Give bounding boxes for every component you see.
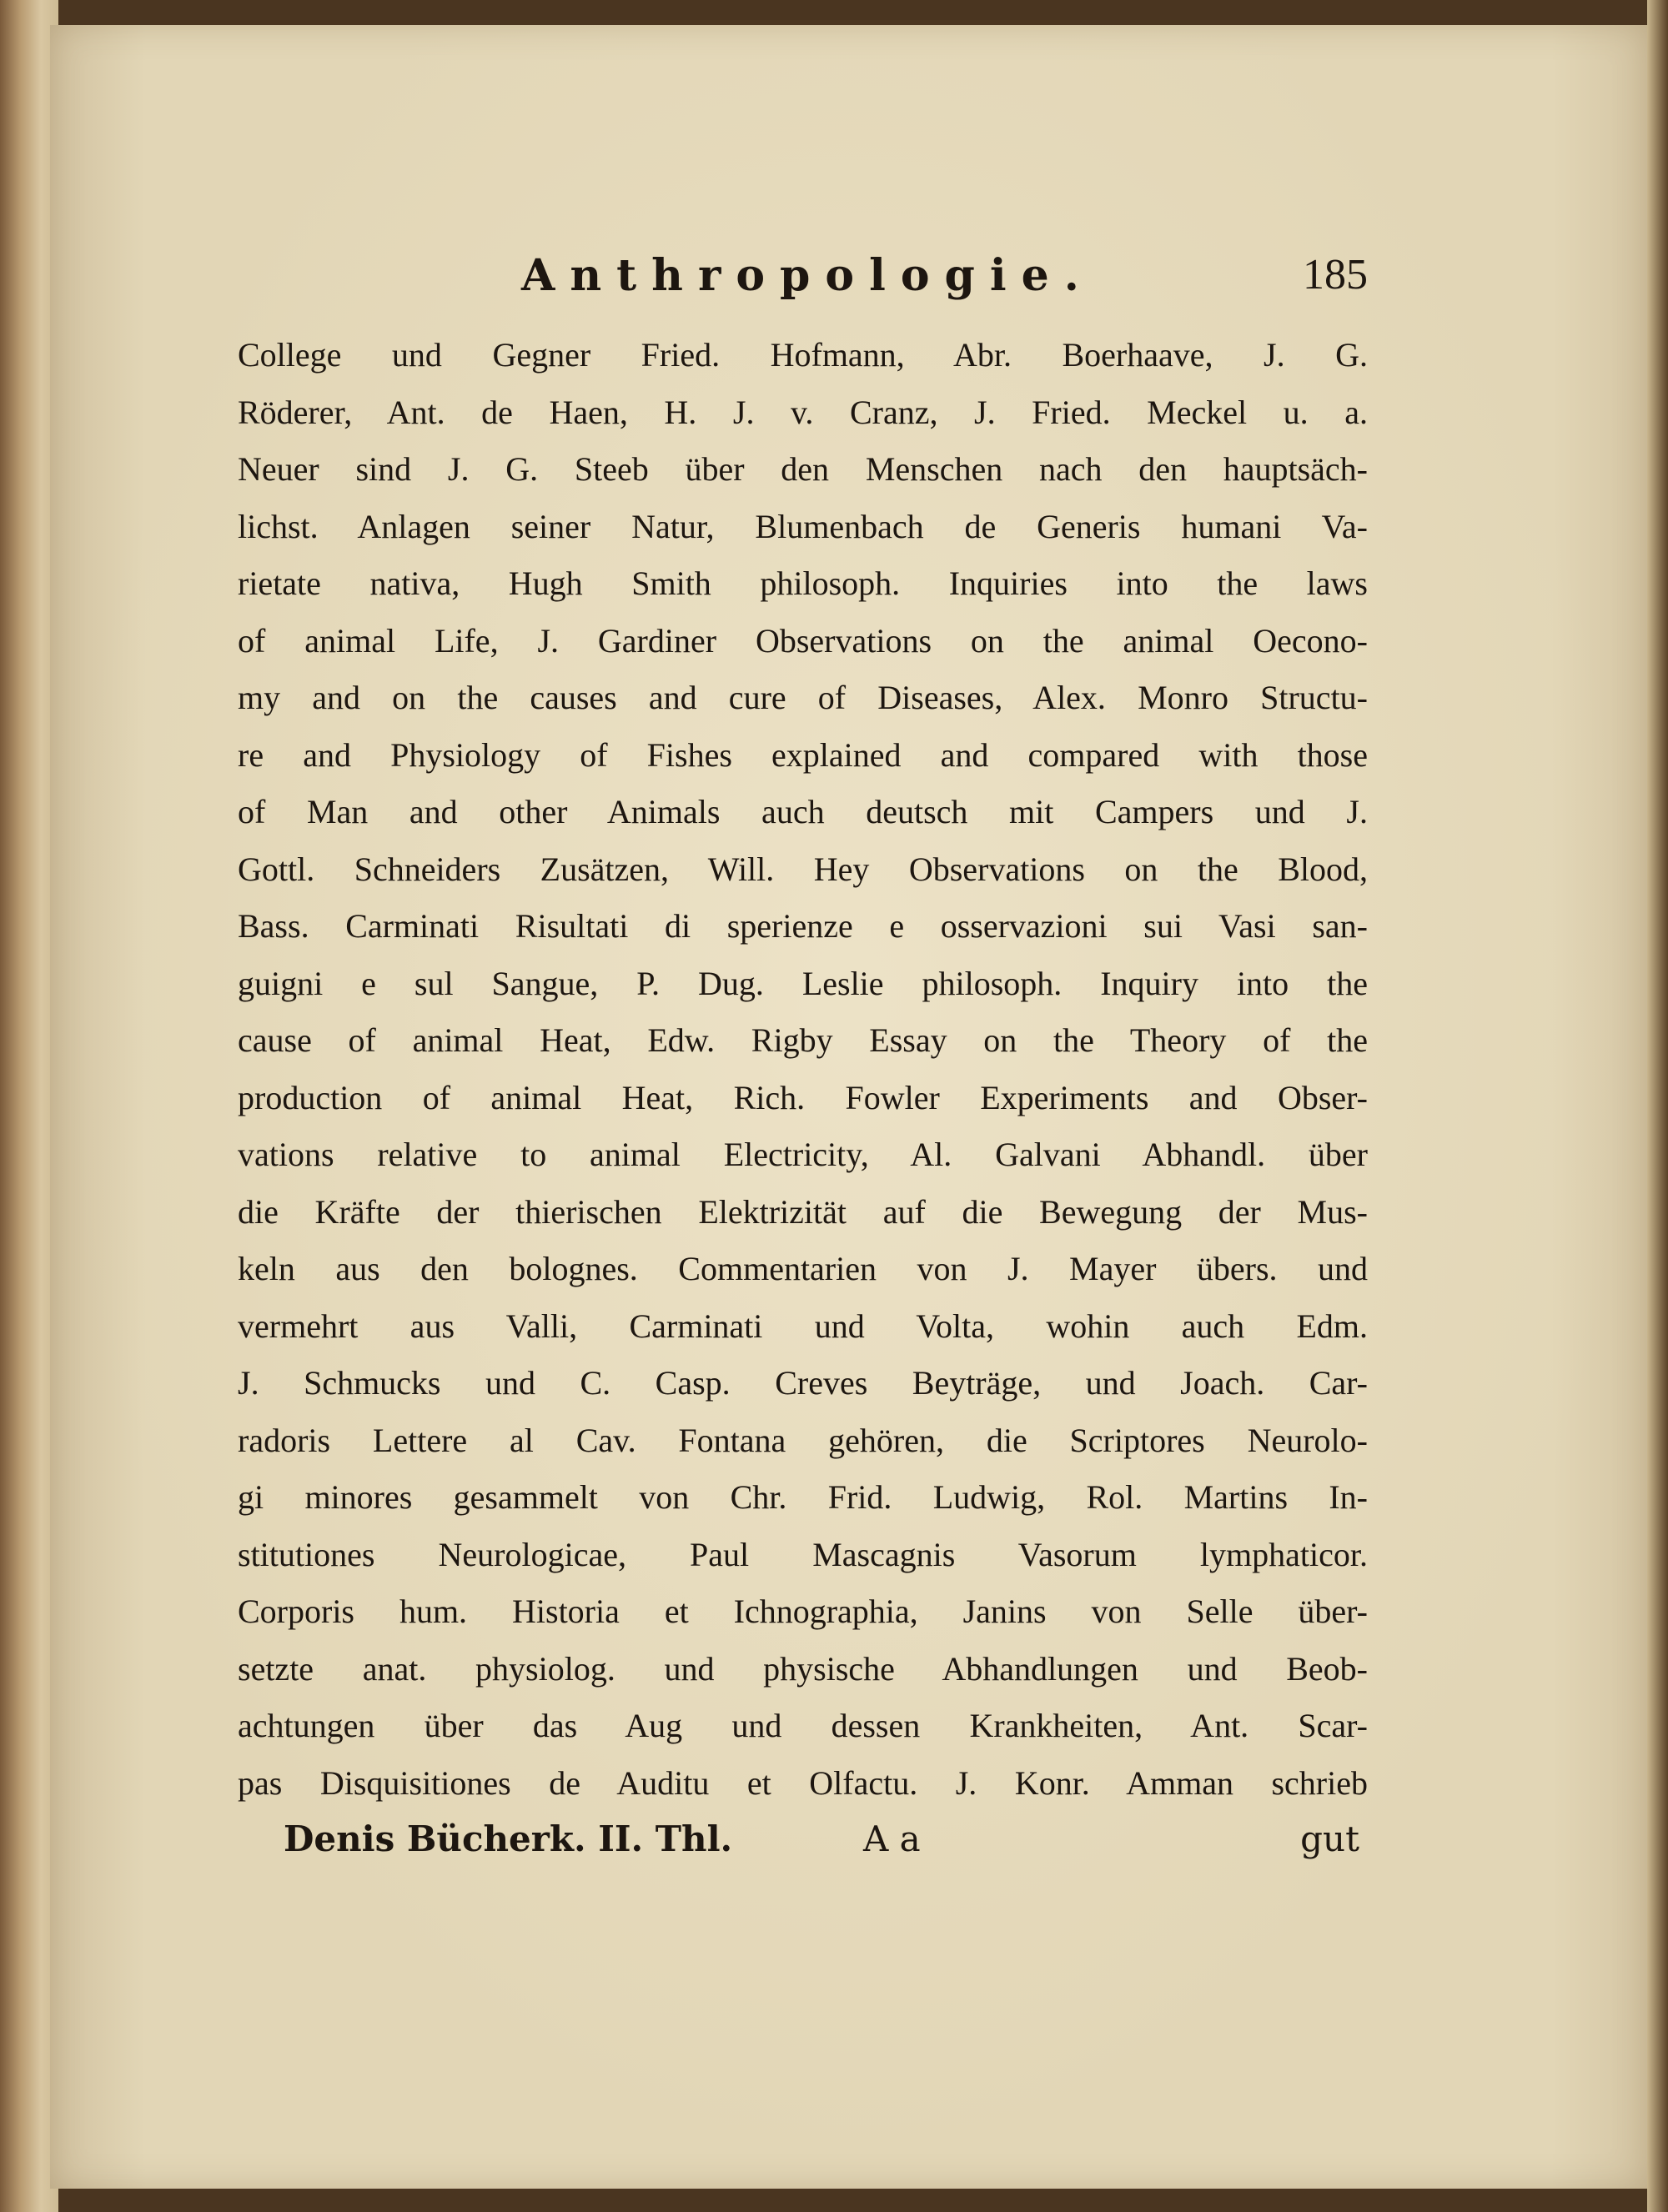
text-line: Gottl. Schneiders Zusätzen, Will. Hey Observations on the Blood, (238, 850, 1368, 888)
running-head (238, 250, 1368, 317)
text-line: rietate nativa, Hugh Smith philosoph. Inquiries into the laws (238, 564, 1368, 602)
text-line: production of animal Heat, Rich. Fowler Experiments and Obser- (238, 1078, 1368, 1116)
text-line: vations relative to animal Electricity, Al. Galvani Abhandl. über (238, 1136, 1368, 1173)
running-head-title: Anthropologie. (521, 250, 1094, 301)
text-line: keln aus den bolognes. Commentarien von J. Mayer übers. und (238, 1250, 1368, 1287)
text-line: lichst. Anlagen seiner Natur, Blumenbach de Generis humani Va- (238, 507, 1368, 545)
signature-line: Denis Bücherk. II. Thl. (284, 1818, 733, 1859)
text-line: my and on the causes and cure of Diseases, Alex. Monro Structu- (238, 679, 1368, 716)
text-line: Bass. Carminati Risultati di sperienze e osservazioni sui Vasi san- (238, 907, 1368, 945)
text-line: J. Schmucks und C. Casp. Creves Beyträge, und Joach. Car- (238, 1364, 1368, 1402)
text-line: College und Gegner Fried. Hofmann, Abr. Boerhaave, J. G. (238, 336, 1368, 374)
text-line: vermehrt aus Valli, Carminati und Volta, wohin auch Edm. (238, 1307, 1368, 1345)
text-line: stitutiones Neurologicae, Paul Mascagnis Vasorum lymphaticor. (238, 1535, 1368, 1573)
text-line: die Kräfte der thierischen Elektrizität auf die Bewegung der Mus- (238, 1192, 1368, 1231)
text-line: Röderer, Ant. de Haen, H. J. v. Cranz, J. Fried. Meckel u. a. (238, 393, 1368, 431)
text-line: pas Disquisitiones de Auditu et Olfactu. J. Konr. Amman schrieb (238, 1763, 1368, 1802)
page-text-block (238, 250, 1368, 1877)
text-line: of Man and other Animals auch deutsch mit Campers und J. (238, 793, 1368, 830)
catchword: gut (1300, 1818, 1359, 1859)
page-number: 185 (1303, 251, 1368, 298)
text-line: Corporis hum. Historia et Ichnographia, Janins von Selle über- (238, 1593, 1368, 1630)
signature-mark: A a (863, 1818, 921, 1859)
text-line: radoris Lettere al Cav. Fontana gehören, die Scriptores Neurolo- (238, 1421, 1368, 1459)
text-line: cause of animal Heat, Edw. Rigby Essay on the Theory of the (238, 1021, 1368, 1059)
text-line: achtungen über das Aug und dessen Krankheiten, Ant. Scar- (238, 1707, 1368, 1744)
text-line: guigni e sul Sangue, P. Dug. Leslie philosoph. Inquiry into the (238, 964, 1368, 1002)
text-line: gi minores gesammelt von Chr. Frid. Ludwig, Rol. Martins In- (238, 1478, 1368, 1516)
page-footer (238, 1818, 1368, 1877)
text-line: of animal Life, J. Gardiner Observations on the animal Oecono- (238, 621, 1368, 660)
body-text (238, 327, 1368, 1812)
text-line: re and Physiology of Fishes explained and compared with those (238, 735, 1368, 774)
page-edge-right (1647, 0, 1668, 2212)
text-line: Neuer sind J. G. Steeb über den Menschen nach den hauptsäch- (238, 450, 1368, 488)
text-line: setzte anat. physiolog. und physische Abhandlungen und Beob- (238, 1649, 1368, 1688)
